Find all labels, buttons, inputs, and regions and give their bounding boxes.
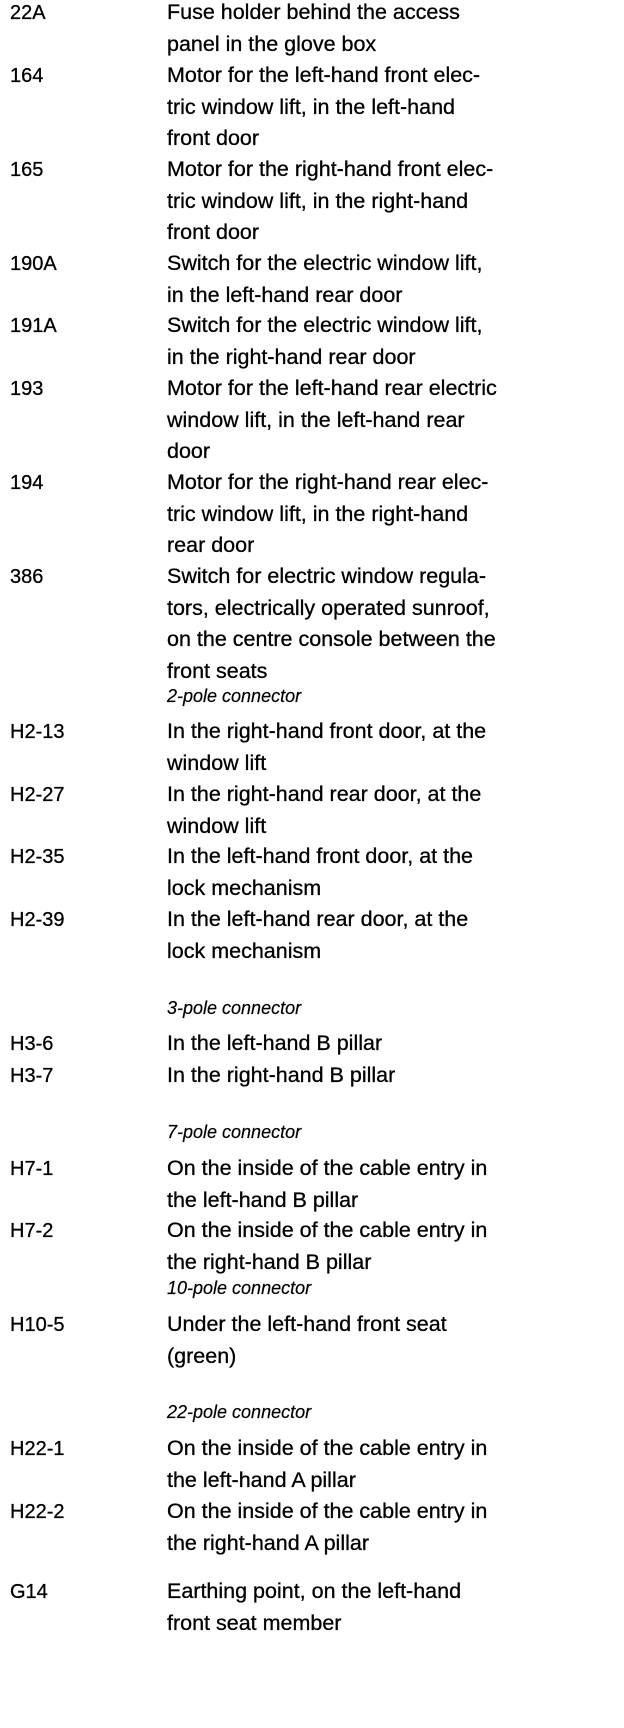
description-line: in the left-hand rear door xyxy=(167,282,403,307)
component-code: 194 xyxy=(10,472,44,494)
component-code: 164 xyxy=(10,65,44,87)
component-code: H3-7 xyxy=(10,1065,54,1087)
section-heading: 2-pole connector xyxy=(167,686,302,706)
component-code: H2-27 xyxy=(10,784,65,806)
description-line: lock mechanism xyxy=(167,875,322,900)
component-code: 193 xyxy=(10,378,44,400)
component-code: H3-6 xyxy=(10,1033,54,1055)
component-code: 22A xyxy=(10,2,46,24)
section-heading: 10-pole connector xyxy=(167,1278,312,1298)
section-heading: 22-pole connector xyxy=(167,1402,312,1422)
description-line: In the left-hand front door, at the xyxy=(167,844,473,868)
component-code: G14 xyxy=(10,1581,48,1603)
description-line: window lift xyxy=(167,813,267,838)
component-code: H7-2 xyxy=(10,1220,54,1242)
component-code: 191A xyxy=(10,315,57,337)
description-line: window lift xyxy=(167,750,267,775)
description-line: panel in the glove box xyxy=(167,31,377,56)
component-description xyxy=(167,1496,587,1559)
component-code: H7-1 xyxy=(10,1158,54,1180)
component-code: H2-35 xyxy=(10,846,65,868)
description-line: Motor for the left-hand front elec- xyxy=(167,63,481,87)
component-description xyxy=(167,248,587,311)
component-description xyxy=(167,1433,587,1496)
component-description xyxy=(167,1576,587,1639)
description-line: In the right-hand B pillar xyxy=(167,1063,396,1087)
description-line: Switch for electric window regula- xyxy=(167,564,487,588)
description-line: On the inside of the cable entry in xyxy=(167,1436,488,1460)
description-line: lock mechanism xyxy=(167,938,322,963)
description-line: In the right-hand rear door, at the xyxy=(167,782,482,806)
description-line: (green) xyxy=(167,1343,237,1368)
component-description xyxy=(167,1060,587,1092)
component-code: H22-1 xyxy=(10,1438,65,1460)
description-line: door xyxy=(167,439,211,463)
component-description xyxy=(167,1028,587,1060)
component-description xyxy=(167,779,587,842)
description-line: front seats xyxy=(167,658,268,683)
description-line: the left-hand A pillar xyxy=(167,1467,356,1492)
component-description xyxy=(167,561,587,687)
component-code: H2-39 xyxy=(10,909,65,931)
description-line: Switch for the electric window lift, xyxy=(167,313,483,337)
description-line: In the right-hand front door, at the xyxy=(167,719,487,743)
description-line: Earthing point, on the left-hand xyxy=(167,1579,462,1603)
description-line: tric window lift, in the left-hand xyxy=(167,94,455,119)
component-code: 190A xyxy=(10,253,57,275)
description-line: Motor for the right-hand front elec- xyxy=(167,157,494,181)
description-line: on the centre console between the xyxy=(167,627,496,651)
component-code: 386 xyxy=(10,566,44,588)
component-description xyxy=(167,467,587,562)
description-line: Fuse holder behind the access xyxy=(167,0,460,24)
description-line: On the inside of the cable entry in xyxy=(167,1156,488,1180)
component-description xyxy=(167,1309,587,1372)
component-description xyxy=(167,373,587,468)
component-description xyxy=(167,1153,587,1216)
description-line: On the inside of the cable entry in xyxy=(167,1218,488,1242)
component-description xyxy=(167,310,587,373)
component-description xyxy=(167,904,587,967)
description-line: Motor for the left-hand rear electric xyxy=(167,376,497,400)
description-line: tric window lift, in the right-hand xyxy=(167,188,469,213)
description-line: the right-hand A pillar xyxy=(167,1530,369,1555)
section-heading: 7-pole connector xyxy=(167,1122,302,1142)
component-description xyxy=(167,60,587,155)
description-line: In the left-hand rear door, at the xyxy=(167,907,469,931)
component-code: 165 xyxy=(10,159,44,181)
description-line: front door xyxy=(167,126,260,150)
component-description xyxy=(167,841,587,904)
component-description xyxy=(167,1215,587,1278)
description-line: front door xyxy=(167,220,260,244)
component-code: H2-13 xyxy=(10,721,65,743)
component-description xyxy=(167,716,587,779)
description-line: tors, electrically operated sunroof, xyxy=(167,595,490,620)
component-description xyxy=(167,154,587,249)
component-code: H10-5 xyxy=(10,1314,65,1336)
description-line: In the left-hand B pillar xyxy=(167,1031,383,1055)
component-description xyxy=(167,0,587,60)
description-line: Switch for the electric window lift, xyxy=(167,251,483,275)
description-line: the left-hand B pillar xyxy=(167,1187,359,1212)
description-line: front seat member xyxy=(167,1610,342,1635)
description-line: On the inside of the cable entry in xyxy=(167,1499,488,1523)
description-line: rear door xyxy=(167,533,255,557)
component-code: H22-2 xyxy=(10,1501,65,1523)
description-line: window lift, in the left-hand rear xyxy=(167,407,465,432)
section-heading: 3-pole connector xyxy=(167,998,302,1018)
description-line: tric window lift, in the right-hand xyxy=(167,501,469,526)
description-line: Under the left-hand front seat xyxy=(167,1312,447,1336)
description-line: Motor for the right-hand rear elec- xyxy=(167,470,489,494)
description-line: the right-hand B pillar xyxy=(167,1249,372,1274)
description-line: in the right-hand rear door xyxy=(167,344,416,369)
